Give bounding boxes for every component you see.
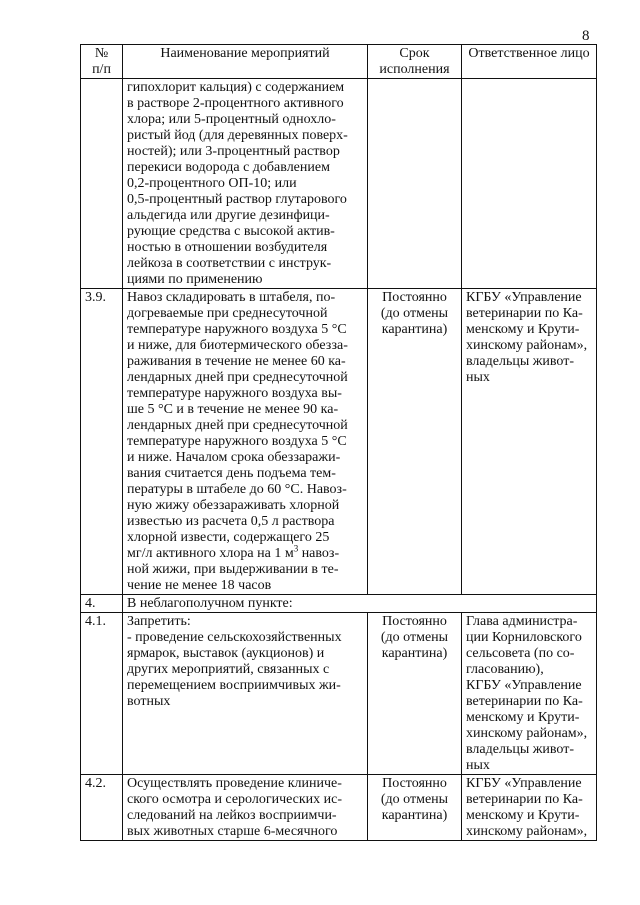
table-row	[81, 79, 597, 289]
term-text: Постоянно (до отмены карантина)	[368, 775, 462, 841]
header-term: Срок исполнения	[368, 45, 462, 79]
row-number: 4.	[81, 595, 123, 613]
term-text: Постоянно (до отмены карантина)	[368, 289, 462, 595]
superscript: 3	[293, 543, 299, 554]
measure-text-part: Навоз складировать в штабеля, по- догреваемые при среднесуточной температуре наружного воздуха 5 °C и ниже, для биотермического обезза- раживания в течение не менее 60 ка- лендарных дней при среднесуточной температуре наружного воздуха вы- ше 5 °C и в течение не менее 90 ка- лендарных дней при среднесуточной температуре наружного воздуха 5 °C и ниже. Началом срока обеззаражи- вания считается день подъема тем- пературы в штабеле до 60 °C. Навоз- ную жижу обеззараживать хлорной известью из расчета 0,5 л раствора хлорной извести, содержащего 25 мг/л активного хлора на 1 м	[127, 290, 348, 561]
term-text	[368, 79, 462, 289]
row-number	[81, 79, 123, 289]
responsible-text	[462, 79, 597, 289]
measure-text	[123, 289, 368, 595]
section-row	[81, 595, 597, 613]
responsible-text: Глава администра- ции Корниловского сельсовета (по со- гласованию), КГБУ «Управление ветеринарии по Ка- менскому и Крути- хинскому районам», владельцы живот- ных	[462, 613, 597, 775]
row-number: 4.1.	[81, 613, 123, 775]
measure-text: Запретить: - проведение сельскохозяйственных ярмарок, выставок (аукционов) и других мероприятий, связанных с перемещением восприимчивых жи- вотных	[123, 613, 368, 775]
table-row	[81, 289, 597, 595]
table-row	[81, 613, 597, 775]
row-number: 4.2.	[81, 775, 123, 841]
table-row	[81, 775, 597, 841]
measure-text: гипохлорит кальция) с содержанием в растворе 2-процентного активного хлора; или 5-процентный однохло- ристый йод (для деревянных поверх- ностей); или 3-процентный раствор перекиси водорода с добавлением 0,2-процентного ОП-10; или 0,5-процентный раствор глутарового альдегида или другие дезинфици- рующие средства с высокой актив- ностью в отношении возбудителя лейкоза в соответствии с инструк- циями по применению	[123, 79, 368, 289]
header-responsible: Ответственное лицо	[462, 45, 597, 79]
term-text: Постоянно (до отмены карантина)	[368, 613, 462, 775]
responsible-text: КГБУ «Управление ветеринарии по Ка- менскому и Крути- хинскому районам», владельцы живот- ных	[462, 289, 597, 595]
page-number: 8	[582, 28, 590, 44]
header-num: № п/п	[81, 45, 123, 79]
measures-table	[80, 44, 597, 841]
row-number: 3.9.	[81, 289, 123, 595]
measure-text: Осуществлять проведение клиниче- ского осмотра и серологических ис- следований на лейкоз восприимчи- вых животных старше 6-месячного	[123, 775, 368, 841]
header-name: Наименование мероприятий	[123, 45, 368, 79]
measure-text-part: навоз- ной жижи, при выдерживании в те- чение не менее 18 часов	[127, 546, 340, 593]
section-title: В неблагополучном пункте:	[123, 595, 597, 613]
table-header-row	[81, 45, 597, 79]
responsible-text: КГБУ «Управление ветеринарии по Ка- менскому и Крути- хинскому районам»,	[462, 775, 597, 841]
